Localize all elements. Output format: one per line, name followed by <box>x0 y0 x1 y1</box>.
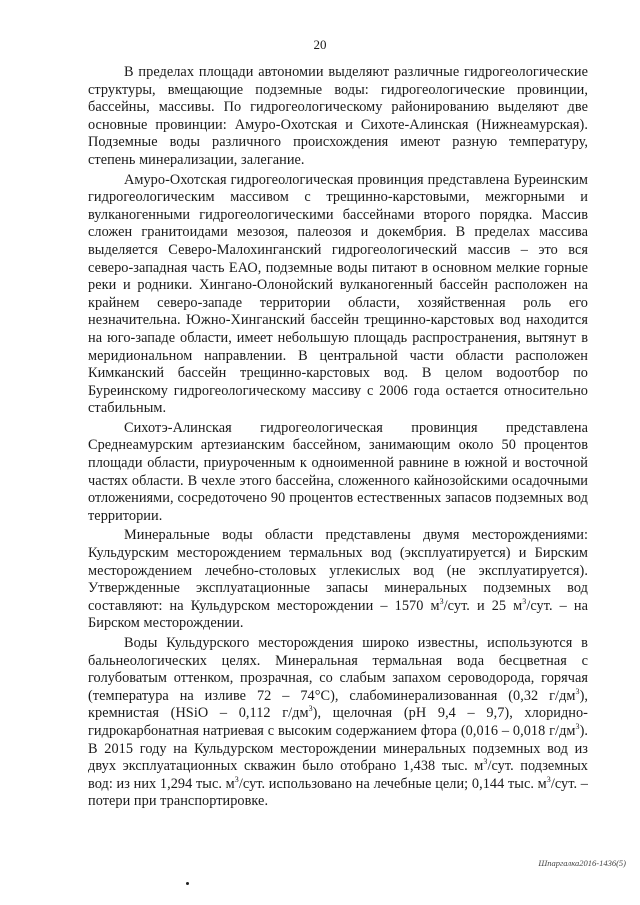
scan-speck <box>186 882 189 885</box>
text-run: Сихотэ-Алинская гидрогеологическая провинция представлена Среднеамурским артезианским бассейном, занимающим около 50 процентов площади области, приуроченным к одноименной равнине в южной и восточной частях области. В чехле этого бассейна, сложенного кайнозойскими осадочными отложениями, сосредоточено 90 процентов естественных запасов подземных вод территории. <box>88 419 588 524</box>
text-run: ). В 2015 году на Кульдурском месторождении минеральных подземных вод из двух эксплуатационных скважин было отобрано 1,438 тыс. м <box>88 722 588 775</box>
page-number: 20 <box>313 37 327 52</box>
paragraph-kuldur-waters <box>88 635 588 811</box>
superscript: 3 <box>575 722 580 732</box>
text-run: ), кремнистая (HSiO – 0,112 г/дм <box>88 687 588 722</box>
superscript: 3 <box>483 757 488 767</box>
superscript: 3 <box>439 597 444 607</box>
paragraph-mineral-waters <box>88 527 588 633</box>
superscript: 3 <box>522 597 527 607</box>
document-body <box>88 64 588 813</box>
text-run: /сут. использовано на лечебные цели; 0,144 тыс. м <box>238 775 547 792</box>
text-run: /сут. подземных вод: из них 1,294 тыс. м <box>88 758 588 792</box>
text-run: Воды Кульдурского месторождения широко известны, используются в бальнеологических целях. Минеральная термальная вода бесцветная с голубоватым оттенком, прозрачная, со слабым запахом сероводорода, горячая (температура на изливе 72 – 74°С), слабоминерализованная (0,32 г/дм <box>88 635 588 704</box>
superscript: 3 <box>575 687 580 697</box>
text-run: Амуро-Охотская гидрогеологическая провинция представлена Буреинским гидрогеологическим массивом с трещинно-карстовыми, межгорными и вулканогенными гидрогеологическими бассейнами второго порядка. Массив сложен гранитоидами мезозоя, палеозоя и докембрия. В пределах массива выделяется Северо-Малохинганский гидрогеологический массив – это вся северо-западная часть ЕАО, подземные воды питают в основном мелкие горные реки и родники. Хингано-Олонойский вулканогенный бассейн расположен на крайнем северо-западе территории области, хозяйственная роль его незначительна. Южно-Хинганский бассейн трещинно-карстовых вод находится на юго-западе области, имеет небольшую площадь распространения, вытянут в меридиональном направлении. В центральной части области расположен Кимканский бассейн трещинно-карстовых вод. В целом водоотбор по Буреинскому гидрогеологическому массиву с 2006 года остается относительно стабильным. <box>88 171 588 417</box>
superscript: 3 <box>308 704 313 714</box>
text-run: ), щелочная (pH 9,4 – 9,7), хлоридно-гидрокарбонатная натриевая с высоким содержанием фтора (0,016 – 0,018 г/дм <box>88 705 588 739</box>
footer-document-code: Шпаргалка2016-1436(5) <box>538 858 626 868</box>
superscript: 3 <box>234 774 239 784</box>
paragraph-hydrogeological-structures <box>88 64 588 170</box>
text-run: /сут. – на Бирском месторождении. <box>88 597 588 632</box>
text-run: /сут. и 25 м <box>443 597 523 614</box>
paragraph-amur-okhotsk-province <box>88 172 588 418</box>
text-run: В пределах площади автономии выделяют различные гидрогеологические структуры, вмещающие подземные воды: гидрогеологические провинции, бассейны, массивы. По гидрогеологическому районированию выделяют две основные провинции: Амуро-Охотская и Сихоте-Алинская (Нижнеамурская). Подземные воды различного происхождения имеют разную температуру, степень минерализации, залегание. <box>88 64 588 168</box>
paragraph-sikhote-alin-province <box>88 420 588 526</box>
text-run: /сут. – потери при транспортировке. <box>88 775 588 810</box>
superscript: 3 <box>546 774 551 784</box>
text-run: Минеральные воды области представлены двумя месторождениями: Кульдурским месторождением термальных вод (эксплуатируется) и Бирским месторождением лечебно-столовых углекислых вод (не эксплуатируется). Утвержденные эксплуатационные запасы минеральных подземных вод составляют: на Кульдурском месторождении – 1570 м <box>88 527 588 614</box>
